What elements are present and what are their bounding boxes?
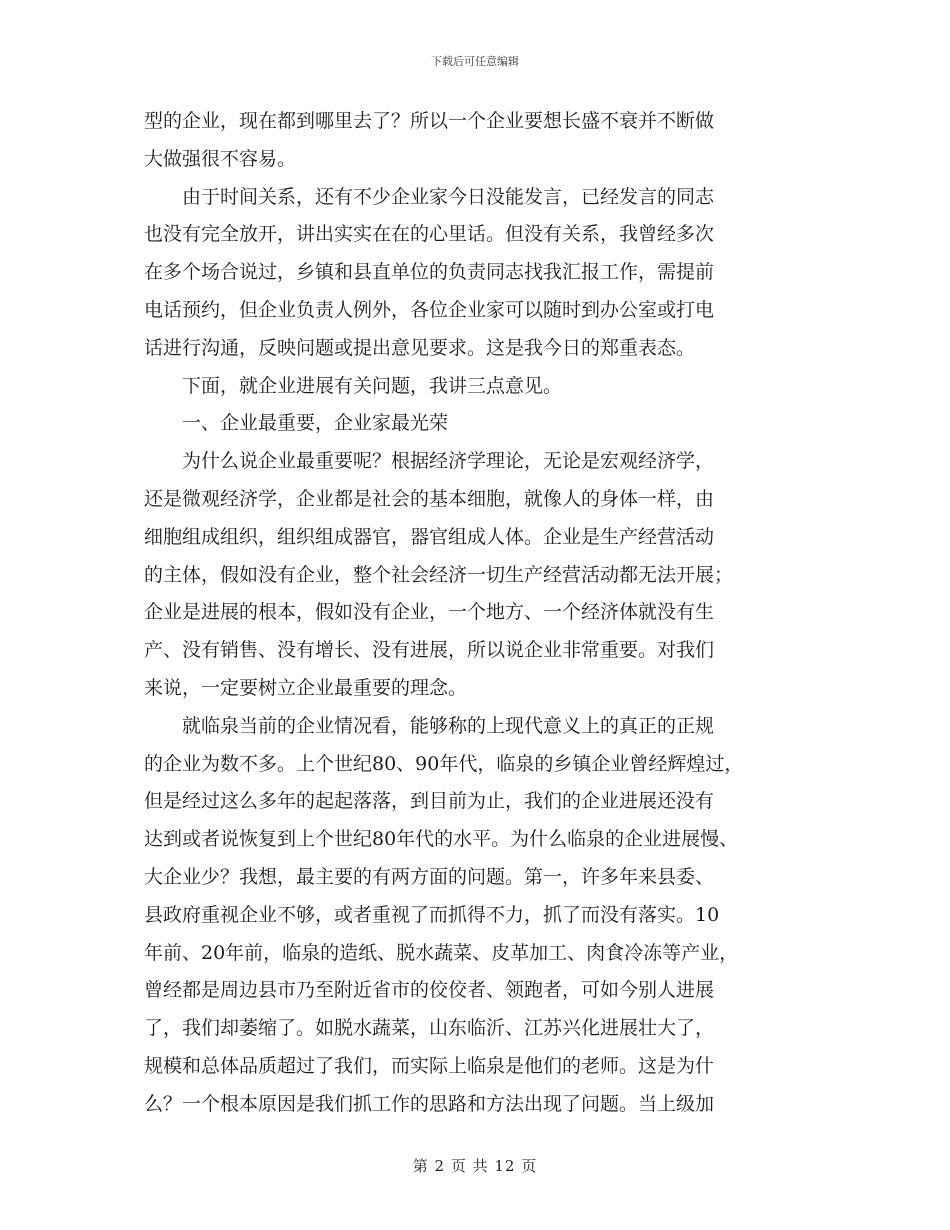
text-line: 由于时间关系，还有不少企业家今日没能发言，已经发言的同志: [144, 185, 715, 208]
text-line: 大企业少？我想，最主要的有两方面的问题。第一，许多年来县委、: [144, 865, 715, 888]
text-line: 也没有完全放开，讲出实实在在的心里话。但没有关系，我曾经多次: [144, 223, 715, 246]
text-line: 来说，一定要树立企业最重要的理念。: [144, 676, 468, 699]
text-line: 在多个场合说过，乡镇和县直单位的负责同志找我汇报工作，需提前: [144, 261, 715, 284]
text-line: 但是经过这么多年的起起落落，到目前为止，我们的企业进展还没有: [144, 790, 715, 813]
page-number-footer: 第 2 页 共 12 页: [412, 1157, 538, 1175]
text-line: 产、没有销售、没有增长、没有进展，所以说企业非常重要。对我们: [144, 639, 715, 662]
text-line: 年前、20年前，临泉的造纸、脱水蔬菜、皮革加工、肉食冷冻等产业，: [144, 941, 739, 964]
text-line: 细胞组成组织，组织组成器官，器官组成人体。企业是生产经营活动: [144, 525, 715, 548]
page-header: 下载后可任意编辑: [431, 55, 519, 68]
text-line: 企业是进展的根本，假如没有企业，一个地方、一个经济体就没有生: [144, 601, 715, 624]
text-line: 规模和总体品质超过了我们，而实际上临泉是他们的老师。这是为什: [144, 1054, 715, 1077]
text-line: 的主体，假如没有企业，整个社会经济一切生产经营活动都无法开展；: [144, 563, 734, 586]
text-line: 就临泉当前的企业情况看，能够称的上现代意义上的真正的正规: [144, 714, 715, 737]
text-line: 达到或者说恢复到上个世纪80年代的水平。为什么临泉的企业进展慢、: [144, 828, 739, 851]
text-line: 县政府重视企业不够，或者重视了而抓得不力，抓了而没有落实。10: [144, 903, 720, 926]
text-line: 的企业为数不多。上个世纪80、90年代，临泉的乡镇企业曾经辉煌过，: [144, 752, 744, 775]
text-line: 电话预约，但企业负责人例外，各位企业家可以随时到办公室或打电: [144, 298, 715, 321]
text-line: 了，我们却萎缩了。如脱水蔬菜，山东临沂、江苏兴化进展壮大了，: [144, 1017, 715, 1040]
text-line: 为什么说企业最重要呢？根据经济学理论，无论是宏观经济学，: [144, 450, 715, 473]
text-line: 么？一个根本原因是我们抓工作的思路和方法出现了问题。当上级加: [144, 1092, 715, 1115]
text-line: 还是微观经济学，企业都是社会的基本细胞，就像人的身体一样，由: [144, 487, 715, 510]
text-line: 下面，就企业进展有关问题，我讲三点意见。: [144, 374, 563, 397]
text-line: 曾经都是周边县市乃至附近省市的佼佼者、领跑者，可如今别人进展: [144, 979, 715, 1002]
text-line: 话进行沟通，反映问题或提出意见要求。这是我今日的郑重表态。: [144, 336, 696, 359]
section-heading: 一、企业最重要，企业家最光荣: [144, 412, 449, 435]
text-line: 大做强很不容易。: [144, 147, 297, 170]
text-line: 型的企业，现在都到哪里去了？所以一个企业要想长盛不衰并不断做: [144, 110, 715, 132]
document-body: [144, 103, 812, 1124]
